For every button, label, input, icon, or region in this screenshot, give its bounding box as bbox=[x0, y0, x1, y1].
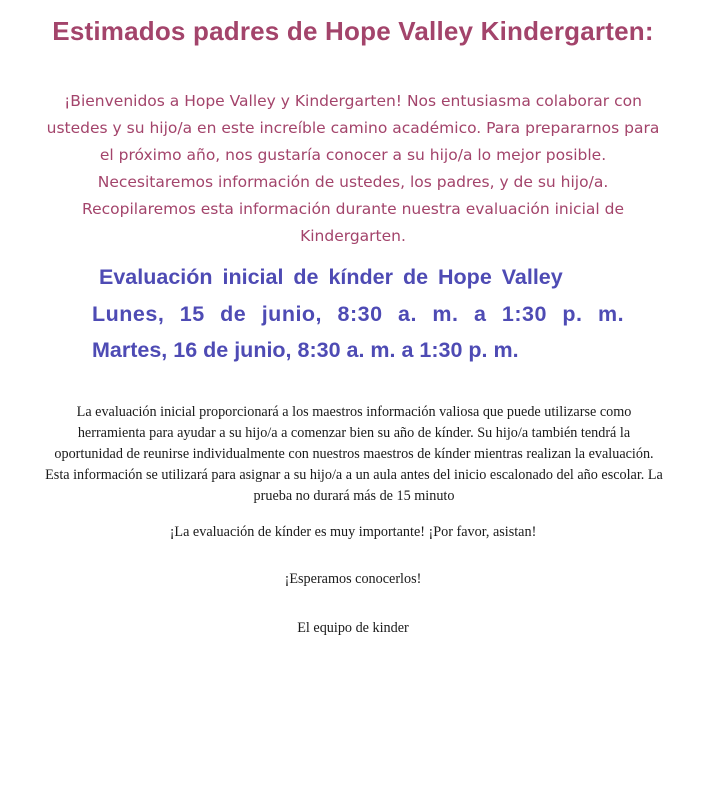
event-date-tuesday: Martes, 16 de junio, 8:30 a. m. a 1:30 p. m. bbox=[92, 338, 519, 362]
letter-title: Estimados padres de Hope Valley Kindergarten: bbox=[52, 16, 654, 46]
event-date-monday: Lunes, 15 de junio, 8:30 a. m. a 1:30 p. m. bbox=[92, 302, 625, 326]
important-note: ¡La evaluación de kínder es muy importante! ¡Por favor, asistan! bbox=[169, 524, 537, 540]
signature: El equipo de kinder bbox=[297, 620, 409, 636]
body-paragraph: La evaluación inicial proporcionará a los maestros información valiosa que puede utilizarse como herramienta para ayudar a su hijo/a a comenzar bien su año de kínder. Su hijo/a también tendrá la oportunidad de reunirse individualmente con nuestros maestros de kínder mientras realizan la evaluación. Esta información se utilizará para asignar a su hijo/a a un aula antes del inicio escalonado del año escolar. La prueba no durará más de 15 minuto bbox=[45, 404, 663, 504]
closing-line: ¡Esperamos conocerlos! bbox=[284, 571, 422, 587]
event-heading: Evaluación inicial de kínder de Hope Valley bbox=[99, 265, 563, 289]
intro-paragraph: ¡Bienvenidos a Hope Valley y Kindergarten! Nos entusiasma colaborar con ustedes y su hijo/a en este increíble camino académico. Para prepararnos para el próximo año, nos gustaría conocer a su hijo/a lo mejor posible. Necesitaremos información de ustedes, los padres, y de su hijo/a. Recopilaremos esta información durante nuestra evaluación inicial de Kindergarten. bbox=[46, 92, 660, 245]
